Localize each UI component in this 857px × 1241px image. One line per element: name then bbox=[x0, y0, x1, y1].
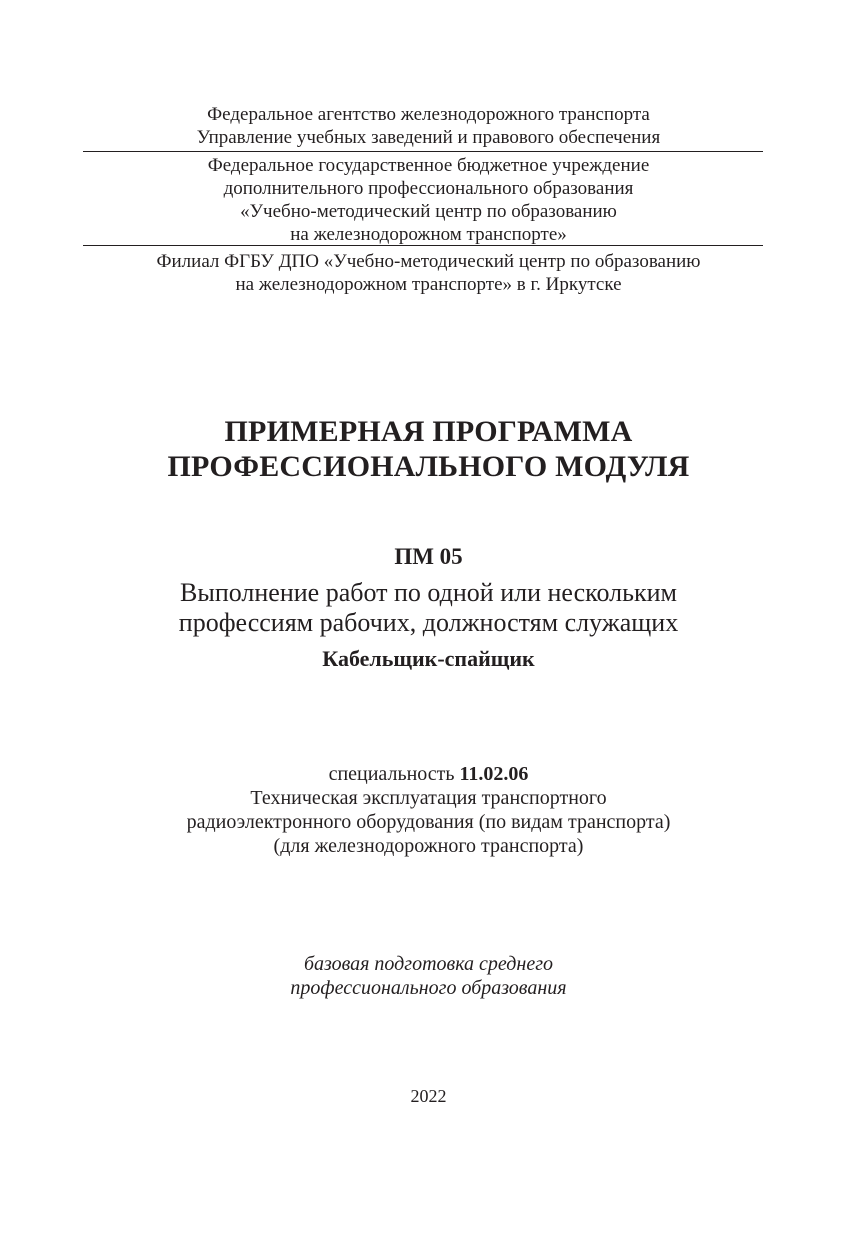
branch-line: на железнодорожном транспорте» в г. Иркутске bbox=[235, 274, 622, 295]
institution-line: на железнодорожном транспорте» bbox=[290, 224, 567, 245]
header-divider bbox=[83, 245, 763, 246]
agency-header bbox=[0, 103, 857, 149]
year-text: 2022 bbox=[410, 1086, 447, 1106]
education-level bbox=[0, 952, 857, 1000]
branch-header bbox=[0, 250, 857, 296]
institution-line: «Учебно-методический центр по образованию bbox=[240, 201, 617, 222]
module-code bbox=[0, 543, 857, 571]
specialty-heading bbox=[0, 762, 857, 786]
module-description bbox=[0, 578, 857, 638]
specialty-code: 11.02.06 bbox=[459, 763, 529, 785]
agency-line: Управление учебных заведений и правового обеспечения bbox=[196, 127, 661, 148]
specialty-line: (для железнодорожного транспорта) bbox=[273, 835, 584, 857]
title-line: ПРОФЕССИОНАЛЬНОГО МОДУЛЯ bbox=[167, 450, 690, 483]
institution-header bbox=[0, 154, 857, 246]
education-level-line: профессионального образования bbox=[290, 977, 567, 999]
publication-year bbox=[0, 1085, 857, 1107]
module-code-text: ПМ 05 bbox=[394, 544, 463, 569]
document-title bbox=[0, 414, 857, 484]
institution-line: Федеральное государственное бюджетное учреждение bbox=[207, 155, 650, 176]
header-divider bbox=[83, 151, 763, 152]
branch-line: Филиал ФГБУ ДПО «Учебно-методический центр по образованию bbox=[156, 251, 701, 272]
specialty-prefix: специальность bbox=[328, 763, 455, 785]
education-level-line: базовая подготовка среднего bbox=[303, 953, 554, 975]
agency-line: Федеральное агентство железнодорожного транспорта bbox=[207, 104, 650, 125]
specialty-line: Техническая эксплуатация транспортного bbox=[250, 787, 607, 809]
profession-text: Кабельщик-спайщик bbox=[322, 646, 535, 671]
profession-name bbox=[0, 645, 857, 673]
specialty-line: радиоэлектронного оборудования (по видам транспорта) bbox=[186, 811, 671, 833]
title-line: ПРИМЕРНАЯ ПРОГРАММА bbox=[224, 415, 633, 448]
module-description-line: профессиям рабочих, должностям служащих bbox=[178, 608, 679, 637]
institution-line: дополнительного профессионального образования bbox=[223, 178, 634, 199]
module-description-line: Выполнение работ по одной или нескольким bbox=[180, 578, 677, 607]
specialty-block bbox=[0, 762, 857, 858]
